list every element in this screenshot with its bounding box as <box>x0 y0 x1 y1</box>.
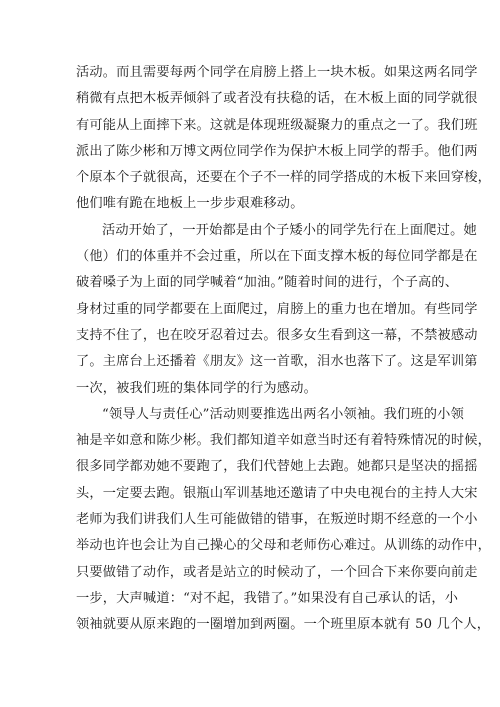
text-line: 一步，大声喊道：“对不起，我错了。”如果没有自己承认的话，小 <box>76 590 459 606</box>
text-line: 支持不住了，也在咬牙忍着过去。很多女生看到这一幕，不禁被感动 <box>76 327 478 343</box>
document-body <box>76 60 492 639</box>
text-line: 活动开始了，一开始都是由个子矮小的同学先行在上面爬过。她 <box>102 222 477 238</box>
text-line: “领导人与责任心”活动则要推选出两名小领袖。我们班的小领 <box>102 406 464 422</box>
text-line: 稍微有点把木板弄倾斜了或者没有扶稳的话，在木板上面的同学就很 <box>76 91 478 107</box>
text-line: 身材过重的同学都要在上面爬过，肩膀上的重力也在增加。有些同学 <box>76 301 478 317</box>
text-line: 头，一定要去跑。银瓶山军训基地还邀请了中央电视台的主持人大宋 <box>76 485 478 501</box>
text-line: 领袖就要从原来跑的一圈增加到两圈。一个班里原本就有 50 几个人， <box>76 617 491 633</box>
text-line: 一次，被我们班的集体同学的行为感动。 <box>76 380 317 396</box>
text-line: 他们唯有跪在地板上一步步艰难移动。 <box>76 196 304 212</box>
text-line: 破着嗓子为上面的同学喊着“加油。”随着时间的进行，个子高的、 <box>76 275 459 291</box>
text-line: 了。主席台上还播着《朋友》这一首歌，泪水也落下了。这是军训第 <box>76 354 478 370</box>
paragraph-2 <box>76 218 478 402</box>
text-line: 只要做错了动作，或者是站立的时候动了，一个回合下来你要向前走 <box>76 564 478 580</box>
text-line: 举动也许也会让为自己操心的父母和老师伤心难过。从训练的动作中， <box>76 538 492 554</box>
text-line: 派出了陈少彬和万博文两位同学作为保护木板上同学的帮手。他们两 <box>76 143 478 159</box>
paragraph-3 <box>76 402 492 639</box>
text-line: 个原本个子就很高，还要在个子不一样的同学搭成的木板下来回穿梭， <box>76 170 492 186</box>
text-line: （他）们的体重并不会过重，所以在下面支撑木板的每位同学都是在 <box>76 249 478 265</box>
text-line: 很多同学都劝她不要跑了，我们代替她上去跑。她都只是坚决的摇摇 <box>76 459 478 475</box>
paragraph-1 <box>76 60 492 218</box>
text-line: 袖是辛如意和陈少彬。我们都知道辛如意当时还有着特殊情况的时候， <box>76 433 492 449</box>
text-line: 老师为我们讲我们人生可能做错的错事，在叛逆时期不经意的一个小 <box>76 512 478 528</box>
text-line: 有可能从上面摔下来。这就是体现班级凝聚力的重点之一了。我们班 <box>76 117 478 133</box>
text-line: 活动。而且需要每两个同学在肩膀上搭上一块木板。如果这两名同学 <box>76 65 478 80</box>
